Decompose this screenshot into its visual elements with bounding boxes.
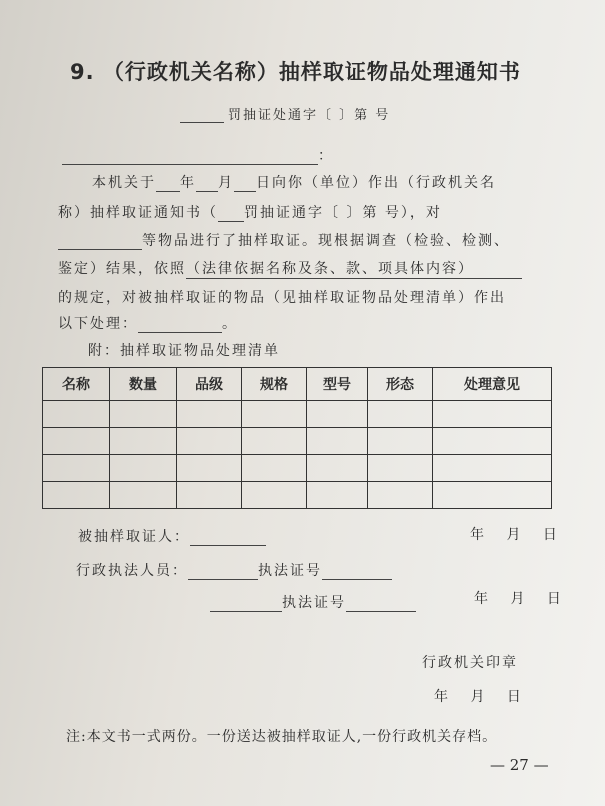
header-name: 名称 [43, 368, 110, 401]
header-model: 型号 [307, 368, 368, 401]
doc-number-blank[interactable] [180, 122, 224, 123]
sampled-party-date: 年 月 日 [470, 527, 559, 543]
seal-date: 年 月 日 [434, 689, 523, 705]
items-blank[interactable] [58, 233, 142, 250]
enforcer-1-blank[interactable] [188, 563, 258, 580]
cert-no-1-blank[interactable] [322, 563, 392, 580]
addressee-line: ： [62, 145, 334, 165]
body-line-4: 鉴定）结果，依照（法律依据名称及条、款、项具体内容） [58, 258, 522, 279]
header-quantity: 数量 [110, 368, 177, 401]
enforcer-date: 年 月 日 [474, 591, 563, 607]
body-line-5: 的规定，对被抽样取证的物品（见抽样取证物品处理清单）作出 [58, 290, 506, 306]
table-row [43, 401, 552, 428]
body-line-1: 本机关于 年 月 日向你（单位）作出（行政机关名 [92, 175, 496, 191]
items-table [42, 367, 552, 509]
cert-no-2-blank[interactable] [346, 595, 416, 612]
footnote: 注:本文书一式两份。一份送达被抽样取证人,一份行政机关存档。 [66, 729, 498, 745]
sampled-party-signature: 被抽样取证人： [78, 526, 266, 546]
enforcer-signature-1: 行政执法人员： 执法证号 [76, 560, 392, 580]
page-number: — 27 — [490, 756, 549, 774]
body-line-6: 以下处理： 。 [58, 316, 238, 332]
notice-prefix-blank[interactable] [218, 205, 244, 222]
month-blank[interactable] [196, 175, 218, 192]
addressee-blank[interactable] [62, 148, 318, 165]
header-grade: 品级 [177, 368, 242, 401]
document-title: 9. （行政机关名称）抽样取证物品处理通知书 [70, 60, 521, 84]
year-blank[interactable] [156, 175, 180, 192]
legal-basis-field[interactable]: （法律依据名称及条、款、项具体内容） [186, 258, 522, 279]
attachment-label: 附：抽样取证物品处理清单 [88, 343, 280, 359]
table-row [43, 428, 552, 455]
agency-seal: 行政机关印章 [422, 655, 518, 671]
enforcer-2-blank[interactable] [210, 595, 282, 612]
header-spec: 规格 [242, 368, 307, 401]
body-line-2: 称）抽样取证通知书（ 罚抽证通字〔 〕第 号），对 [58, 205, 442, 221]
sampled-party-blank[interactable] [190, 529, 266, 546]
table-header-row [43, 368, 552, 401]
table-row [43, 455, 552, 482]
enforcer-signature-2: 执法证号 [210, 592, 416, 612]
header-form: 形态 [368, 368, 433, 401]
handling-blank[interactable] [138, 316, 222, 333]
day-blank[interactable] [234, 175, 256, 192]
body-line-3: 等物品进行了抽样取证。现根据调查（检验、检测、 [58, 230, 510, 250]
table-row [43, 482, 552, 509]
header-opinion: 处理意见 [433, 368, 552, 401]
document-number: 罚抽证处通字〔 〕第 号 [180, 104, 390, 123]
